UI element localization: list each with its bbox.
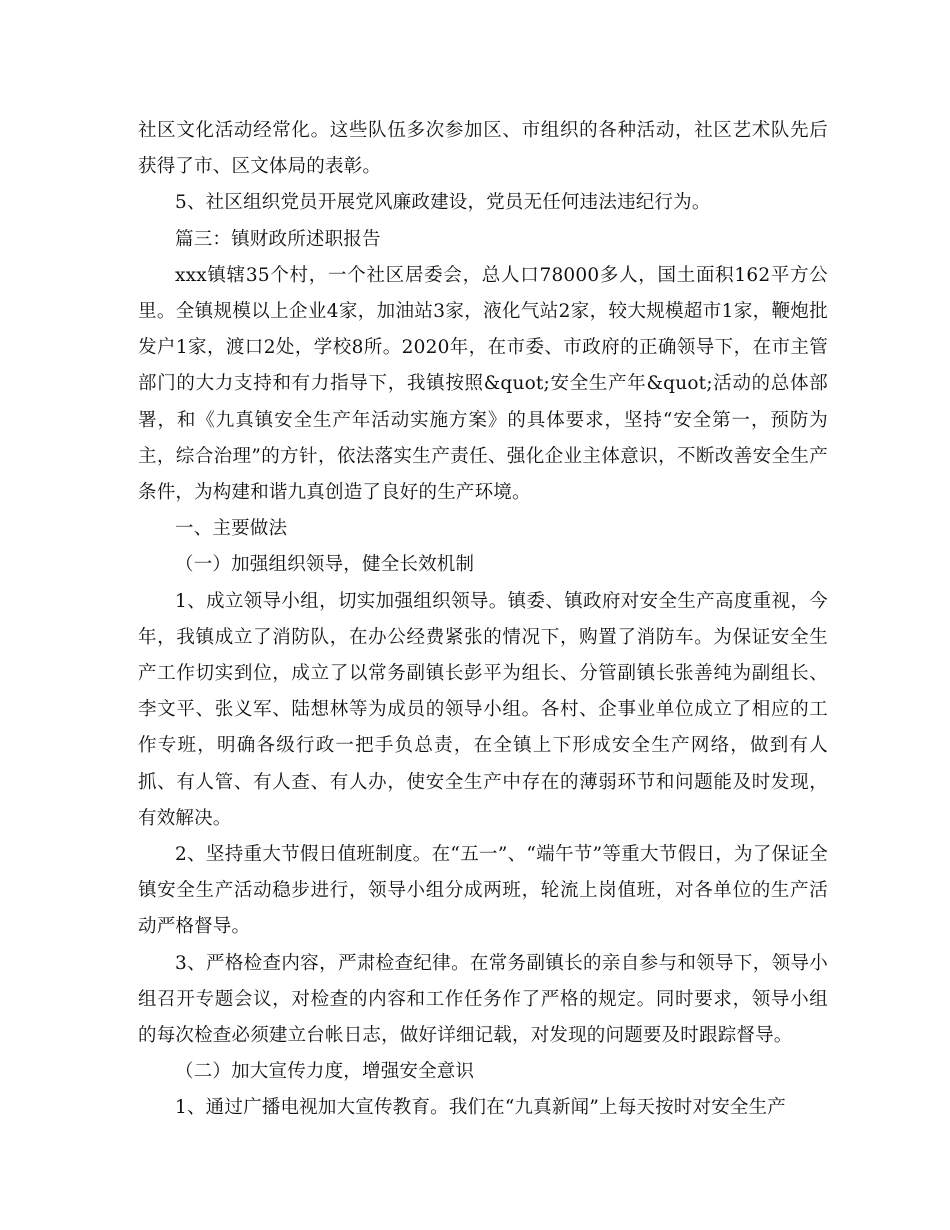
section-heading: 篇三：镇财政所述职报告: [175, 228, 381, 250]
paragraph: 2、坚持重大节假日值班制度。在“五一”、“端午节”等重大节假日，为了保证全镇安全生产活动稳步进行，领导小组分成两班，轮流上岗值班，对各单位的生产活动严格督导。: [138, 844, 828, 938]
paragraph: 1、通过广播电视加大宣传教育。我们在“九真新闻”上每天按时对安全生产: [175, 1097, 786, 1119]
paragraph: 社区文化活动经常化。这些队伍多次参加区、市组织的各种活动，社区艺术队先后获得了市、区文体局的表彰。: [138, 120, 828, 178]
paragraph: xxx镇辖35个村，一个社区居委会，总人口78000多人，国土面积162平方公里。全镇规模以上企业4家，加油站3家，液化气站2家，较大规模超市1家，鞭炮批发户1家，渡口2处，学校8所。2020年，在市委、市政府的正确领导下，在市主管部门的大力支持和有力指导下，我镇按照&quot;安全生产年&quot;活动的总体部署，和《九真镇安全生产年活动实施方案》的具体要求，坚持“安全第一，预防为主，综合治理”的方针，依法落实生产责任、强化企业主体意识，不断改善安全生产条件，为构建和谐九真创造了良好的生产环境。: [138, 264, 828, 504]
paragraph: 1、成立领导小组，切实加强组织领导。镇委、镇政府对安全生产高度重视，今年，我镇成立了消防队，在办公经费紧张的情况下，购置了消防车。为保证安全生产工作切实到位，成立了以常务副镇长彭平为组长、分管副镇长张善纯为副组长、李文平、张义军、陆想林等为成员的领导小组。各村、企事业单位成立了相应的工作专班，明确各级行政一把手负总责，在全镇上下形成安全生产网络，做到有人抓、有人管、有人查、有人办，使安全生产中存在的薄弱环节和问题能及时发现，有效解决。: [138, 590, 828, 829]
section-heading: 一、主要做法: [175, 518, 288, 540]
subsection-heading: （一）加强组织领导，健全长效机制: [175, 554, 475, 576]
paragraph: 3、严格检查内容，严肃检查纪律。在常务副镇长的亲自参与和领导下，领导小组召开专题会议，对检查的内容和工作任务作了严格的规定。同时要求，领导小组的每次检查必须建立台帐日志，做好详细记载，对发现的问题要及时跟踪督导。: [138, 952, 828, 1047]
subsection-heading: （二）加大宣传力度，增强安全意识: [175, 1061, 475, 1083]
paragraph: 5、社区组织党员开展党风廉政建设，党员无任何违法违纪行为。: [175, 192, 711, 214]
document-body: [138, 113, 828, 1127]
